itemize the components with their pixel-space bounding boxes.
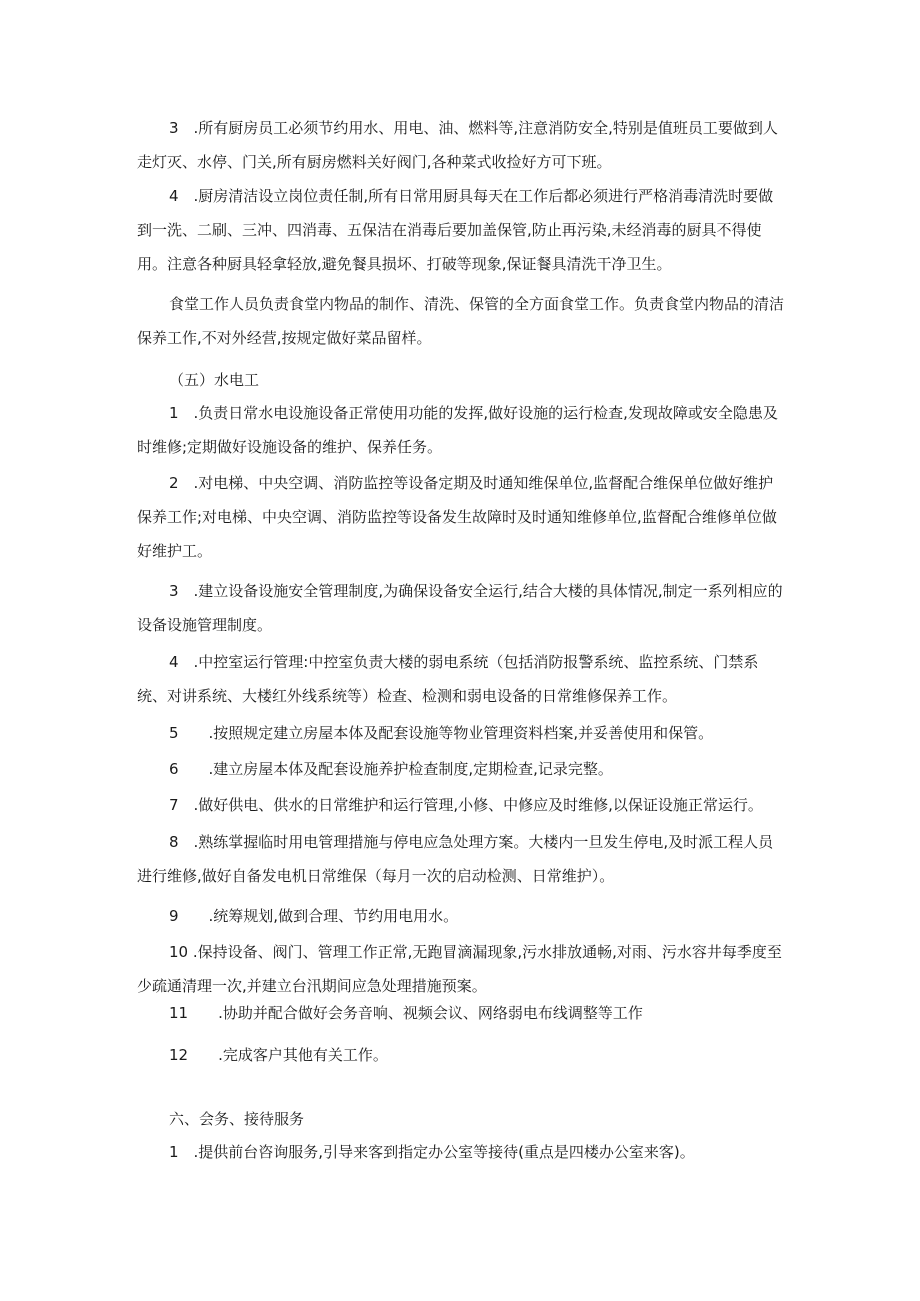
paragraph-utility-5: 5 .按照规定建立房屋本体及配套设施等物业管理资料档案,并妥善使用和保管。 — [169, 724, 714, 742]
paragraph-utility-2: 2 .对电梯、中央空调、消防监控等设备定期及时通知维保单位,监督配合维保单位做好维护保养工作;对电梯、中央空调、消防监控等设备发生故障时及时通知维修单位,监督配合维修单位做好维护工。 — [137, 474, 777, 560]
paragraph-kitchen-4: 4 .厨房清洁设立岗位责任制,所有日常用厨具每天在工作后都必须进行严格消毒清洗时要做到一洗、二刷、三冲、四消毒、五保洁在消毒后要加盖保管,防止再污染,未经消毒的厨具不得使用。注意各种厨具轻拿轻放,避免餐具损坏、打破等现象,保证餐具清洗干净卫生。 — [137, 187, 774, 273]
paragraph-utility-10: 10 .保持设备、阀门、管理工作正常,无跑冒滴漏现象,污水排放通畅,对雨、污水容井每季度至少疏通清理一次,并建立台汛期间应急处理措施预案。 — [137, 943, 782, 995]
paragraph-utility-7: 7 .做好供电、供水的日常维护和运行管理,小修、中修应及时维修,以保证设施正常运行。 — [169, 796, 763, 814]
paragraph-utility-9: 9 .统筹规划,做到合理、节约用电用水。 — [169, 907, 459, 925]
paragraph-reception-1: 1 .提供前台咨询服务,引导来客到指定办公室等接待(重点是四楼办公室来客)。 — [169, 1143, 695, 1161]
paragraph-utility-8: 8 .熟练掌握临时用电管理措施与停电应急处理方案。大楼内一旦发生停电,及时派工程人员进行维修,做好自备发电机日常维保（每月一次的启动检测、日常维护）。 — [137, 833, 774, 885]
paragraph-utility-6: 6 .建立房屋本体及配套设施养护检查制度,定期检查,记录完整。 — [169, 760, 613, 778]
paragraph-kitchen-3: 3 .所有厨房员工必须节约用水、用电、油、燃料等,注意消防安全,特别是值班员工要做到人走灯灭、水停、门关,所有厨房燃料关好阀门,各种菜式收捡好方可下班。 — [137, 119, 778, 171]
paragraph-utility-12: 12 .完成客户其他有关工作。 — [169, 1046, 388, 1064]
paragraph-utility-4: 4 .中控室运行管理:中控室负责大楼的弱电系统（包括消防报警系统、监控系统、门禁系统、对讲系统、大楼红外线系统等）检查、检测和弱电设备的日常维修保养工作。 — [137, 653, 759, 705]
section-heading-plumber-electrician: （五）水电工 — [169, 371, 260, 389]
paragraph-canteen-staff: 食堂工作人员负责食堂内物品的制作、清洗、保管的全方面食堂工作。负责食堂内物品的清洁保养工作,不对外经营,按规定做好菜品留样。 — [137, 295, 785, 347]
paragraph-utility-3: 3 .建立设备设施安全管理制度,为确保设备安全运行,结合大楼的具体情况,制定一系列相应的设备设施管理制度。 — [137, 582, 783, 634]
paragraph-utility-1: 1 .负责日常水电设施设备正常使用功能的发挥,做好设施的运行检查,发现故障或安全隐患及时维修;定期做好设施设备的维护、保养任务。 — [137, 404, 778, 456]
section-heading-meeting-reception: 六、会务、接待服务 — [169, 1110, 305, 1128]
paragraph-utility-11: 11 .协助并配合做好会务音响、视频会议、网络弱电布线调整等工作 — [169, 1004, 643, 1022]
